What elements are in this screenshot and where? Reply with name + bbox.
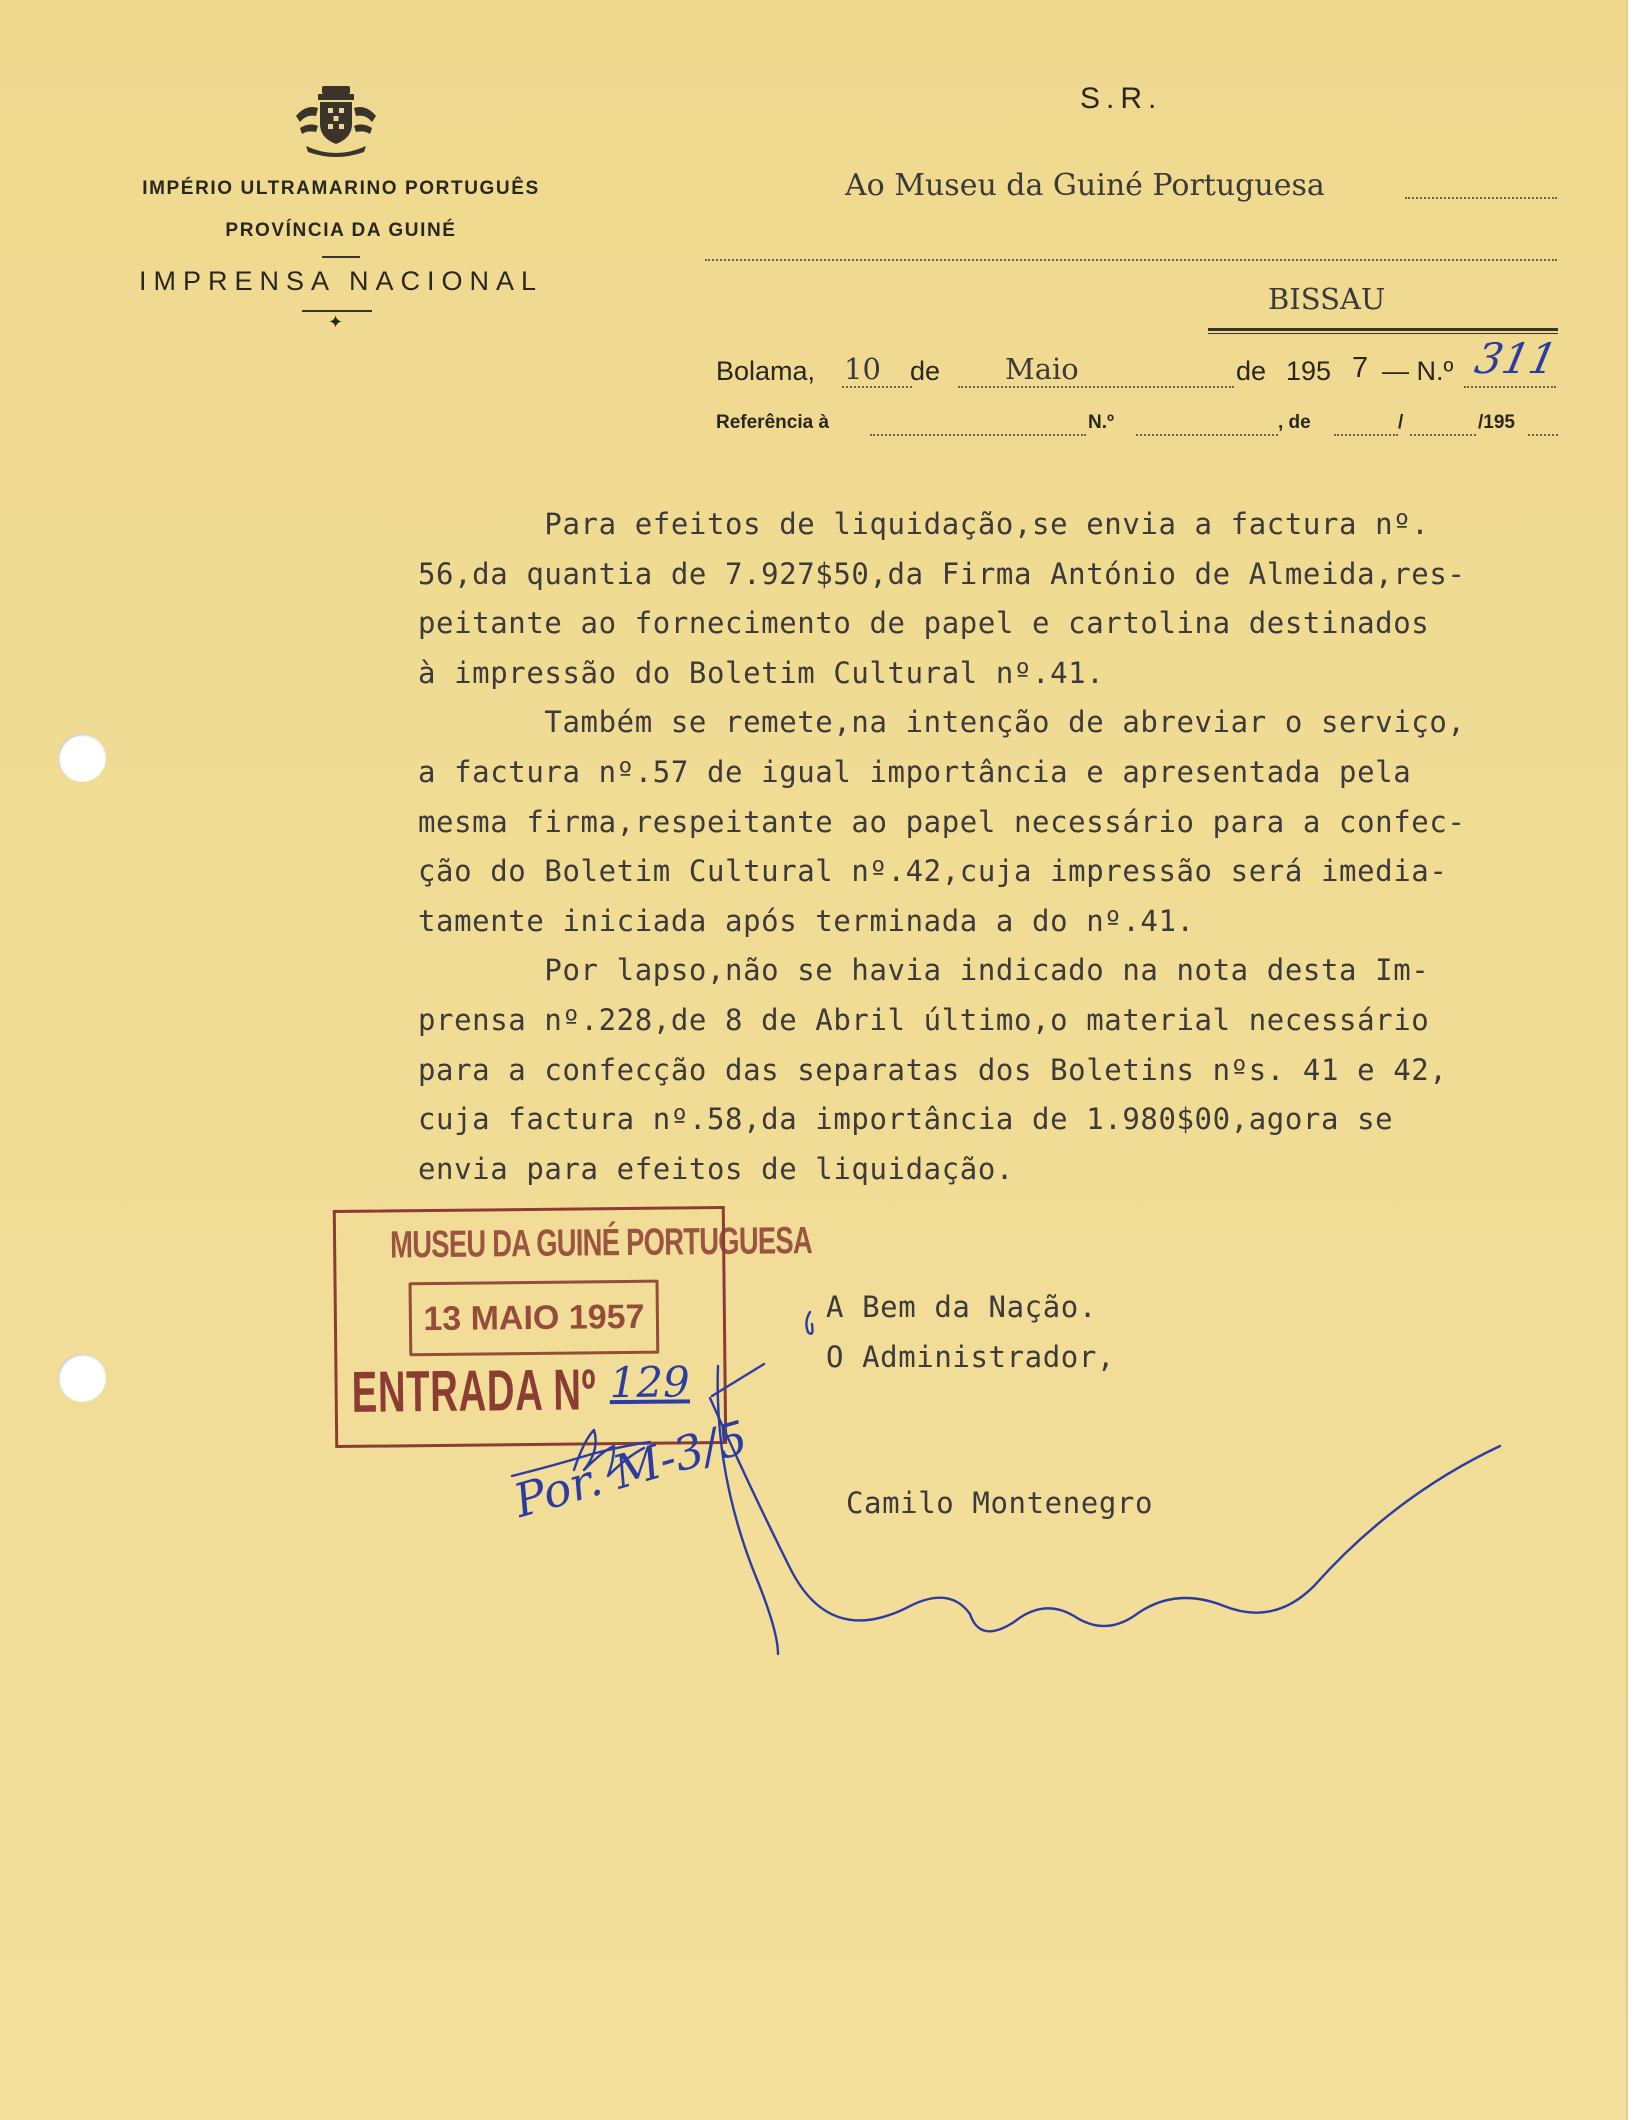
recipient-city: BISSAU <box>1268 282 1386 316</box>
body-line: à impressão do Boletim Cultural nº.41. <box>418 655 1105 690</box>
document-number: 311 <box>1470 334 1562 383</box>
star-ornament-icon: ✦ <box>328 312 344 332</box>
date-year-prefix: 195 <box>1286 356 1332 386</box>
dotted-line <box>958 385 1234 388</box>
dotted-line <box>1136 434 1278 436</box>
body-line: tamente iniciada após terminada a do nº.41. <box>418 903 1195 938</box>
body-line: Também se remete,na intenção de abreviar o serviço, <box>418 705 1466 740</box>
dotted-line <box>1410 434 1476 436</box>
salutation: S.R. <box>1080 82 1163 115</box>
punch-hole <box>58 734 106 782</box>
date-day: 10 <box>844 352 881 386</box>
coat-of-arms-icon <box>292 86 380 160</box>
letterhead-empire: IMPÉRIO ULTRAMARINO PORTUGUÊS <box>142 178 540 199</box>
reference-de-label: , de <box>1278 412 1311 433</box>
dotted-line <box>1464 385 1556 388</box>
dotted-line <box>705 258 1557 261</box>
reference-no-label: N.º <box>1088 412 1114 433</box>
body-line: peitante ao fornecimento de papel e cartolina destinados <box>418 606 1430 641</box>
body-line: prensa nº.228,de 8 de Abril último,o material necessário <box>418 1002 1430 1037</box>
body-line: 56,da quantia de 7.927$50,da Firma António de Almeida,res- <box>418 556 1466 591</box>
document-number-label: — N.º <box>1382 356 1454 386</box>
stamp-header: MUSEU DA GUINÉ PORTUGUESA <box>389 1220 813 1267</box>
recipient: Ao Museu da Guiné Portuguesa <box>845 168 1325 203</box>
reference-slash: / <box>1398 412 1404 433</box>
signatory-name: Camilo Montenegro <box>846 1486 1154 1520</box>
reference-label: Referência à <box>716 412 830 433</box>
date-de-label: de <box>1236 356 1267 386</box>
closing-title: O Administrador, <box>826 1340 1115 1374</box>
body-line: envia para efeitos de liquidação. <box>418 1151 1014 1186</box>
closing-formula: A Bem da Nação. <box>826 1290 1097 1324</box>
body-line: para a confecção das separatas dos Boletins nºs. 41 e 42, <box>418 1052 1448 1087</box>
date-de-label: de <box>910 356 941 386</box>
body-line: Por lapso,não se havia indicado na nota desta Im- <box>418 953 1430 988</box>
letterhead-press: IMPRENSA NACIONAL <box>138 266 544 296</box>
body-line: a factura nº.57 de igual importância e apresentada pela <box>418 754 1412 789</box>
stamp-date: 13 MAIO 1957 <box>409 1280 660 1357</box>
stamp-entry-number: 129 <box>609 1357 691 1408</box>
body-line: mesma firma,respeitante ao papel necessário para a confec- <box>418 804 1466 839</box>
date-place-label: Bolama, <box>716 356 816 386</box>
letterhead-divider <box>322 256 360 258</box>
city-underline <box>1208 328 1558 331</box>
reference-year: /195 <box>1478 412 1515 433</box>
handwritten-annotation: Por. M-3/5 <box>508 1409 754 1528</box>
entry-stamp <box>333 1206 813 1448</box>
dotted-line <box>1334 434 1398 436</box>
dotted-line <box>1405 196 1557 199</box>
date-year-digit: 7 <box>1352 352 1369 384</box>
stamp-entry-label: ENTRADA Nº <box>351 1357 597 1425</box>
letterhead-province: PROVÍNCIA DA GUINÉ <box>225 220 457 241</box>
punch-hole <box>58 1354 106 1402</box>
date-month: Maio <box>1005 352 1079 386</box>
dotted-line <box>870 434 1086 436</box>
dotted-line <box>1528 434 1558 436</box>
body-line: Para efeitos de liquidação,se envia a factura nº. <box>418 507 1430 541</box>
body-line: cuja factura nº.58,da importância de 1.980$00,agora se <box>418 1102 1394 1137</box>
letter-body <box>418 500 1618 1194</box>
body-line: ção do Boletim Cultural nº.42,cuja impressão será imedia- <box>418 854 1448 889</box>
